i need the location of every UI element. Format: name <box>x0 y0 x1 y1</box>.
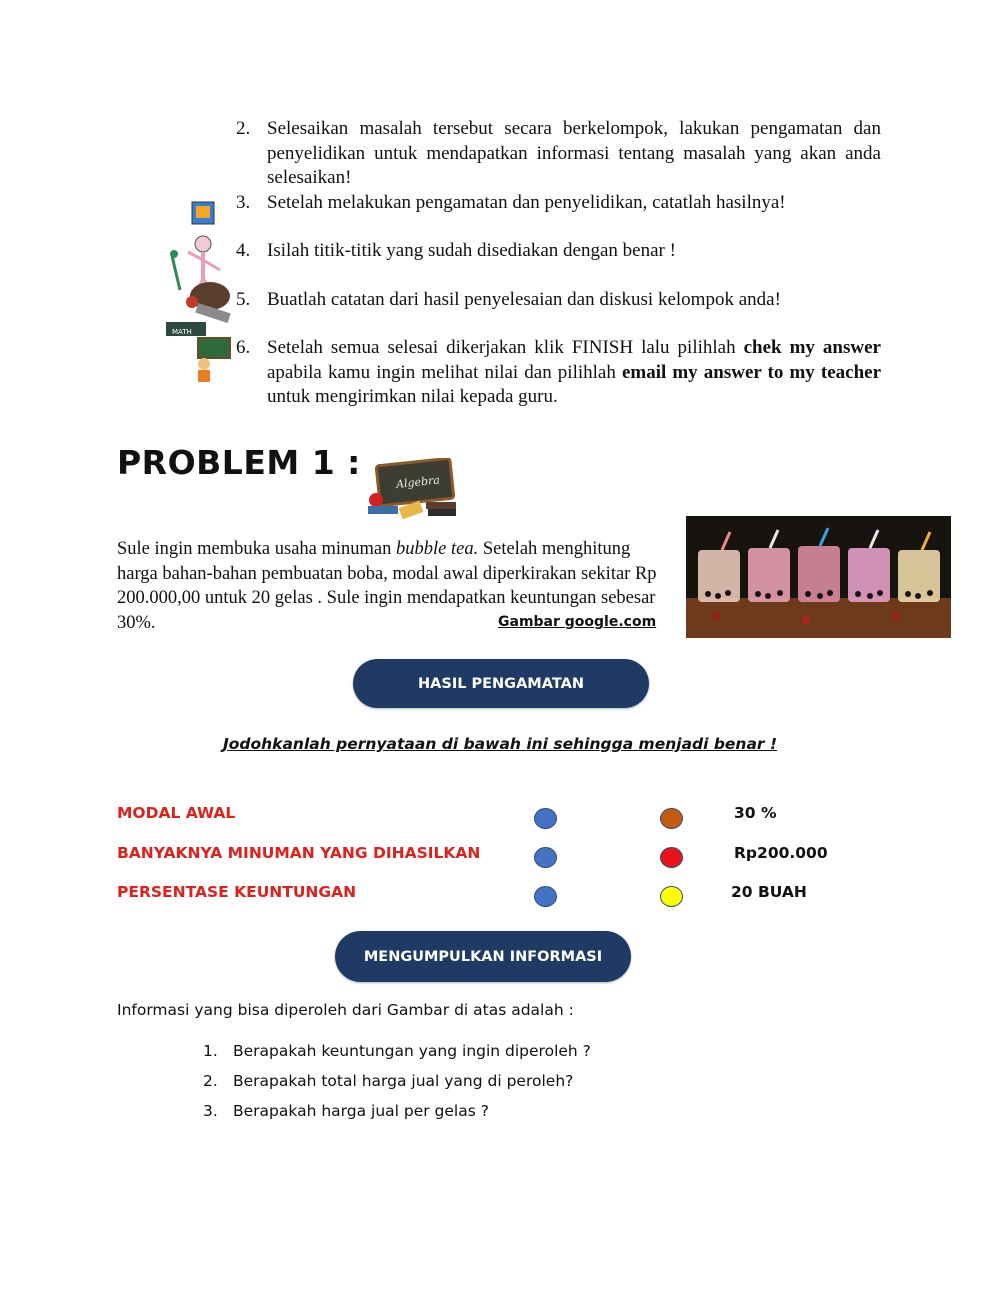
match-right-item: Rp200.000 <box>734 844 828 862</box>
algebra-chalkboard-icon <box>366 458 462 520</box>
match-right-dot[interactable] <box>660 808 683 829</box>
match-left-item: MODAL AWAL <box>117 804 236 822</box>
instruction-item: 2. Selesaikan masalah tersebut secara berkelompok, lakukan pengamatan dan penyelidikan untuk mendapatkan informasi tentang masalah yang akan anda selesaikan! <box>236 118 881 188</box>
info-question: 1. Berapakah keuntungan yang ingin diperoleh ? <box>203 1042 591 1060</box>
info-intro: Informasi yang bisa diperoleh dari Gambar di atas adalah : <box>117 1001 574 1019</box>
bubble-tea-photo <box>686 516 951 638</box>
image-credit: Gambar google.com <box>498 614 657 630</box>
match-left-dot[interactable] <box>534 847 557 868</box>
instruction-item: 5. Buatlah catatan dari hasil penyelesaian dan diskusi kelompok anda! <box>236 288 781 310</box>
instruction-item: 3. Setelah melakukan pengamatan dan penyelidikan, catatlah hasilnya! <box>236 191 786 213</box>
board-label: Algebra <box>395 473 441 491</box>
match-left-dot[interactable] <box>534 808 557 829</box>
instruction-6-text: Setelah semua selesai dikerjakan klik FINISH lalu pilihlah chek my answer apabila kamu ingin melihat nilai dan pilihlah email my answer to my teacher untuk mengirimkan nilai kepada guru. <box>267 337 882 407</box>
info-question: 2. Berapakah total harga jual yang di peroleh? <box>203 1072 574 1090</box>
match-left-dot[interactable] <box>534 886 557 907</box>
match-right-item: 30 % <box>734 804 777 822</box>
info-question: 3. Berapakah harga jual per gelas ? <box>203 1102 489 1120</box>
match-right-dot[interactable] <box>660 886 683 907</box>
match-instruction: Jodohkanlah pernyataan di bawah ini sehingga menjadi benar ! <box>222 735 778 753</box>
info-question-list <box>203 1036 591 1126</box>
math-students-clipart-icon <box>158 198 242 384</box>
match-left-item: PERSENTASE KEUNTUNGAN <box>117 883 357 901</box>
instruction-item: 6. Setelah semua selesai dikerjakan klik FINISH lalu pilihlah chek my answer apabila kamu ingin melihat nilai dan pilihlah email my answer to my teacher untuk mengirimkan nilai kepada guru. <box>236 336 881 410</box>
instruction-list <box>236 117 881 410</box>
match-right-dot[interactable] <box>660 847 683 868</box>
section-hasil-pengamatan: HASIL PENGAMATAN <box>353 659 649 708</box>
clipart-label: MATH <box>172 328 192 336</box>
problem-title: PROBLEM 1 : <box>117 443 361 482</box>
match-left-item: BANYAKNYA MINUMAN YANG DIHASILKAN <box>117 844 481 862</box>
problem-story: Sule ingin membuka usaha minuman bubble tea. Setelah menghitung harga bahan-bahan pembuatan boba, modal awal diperkirakan sekitar Rp 200.000,00 untuk 20 gelas . Sule ingin mendapatkan keuntungan sebesar 30%. <box>117 539 657 633</box>
section-mengumpulkan-informasi: MENGUMPULKAN INFORMASI <box>335 931 631 982</box>
instruction-item: 4. Isilah titik-titik yang sudah disediakan dengan benar ! <box>236 240 676 261</box>
match-right-item: 20 BUAH <box>731 883 807 901</box>
